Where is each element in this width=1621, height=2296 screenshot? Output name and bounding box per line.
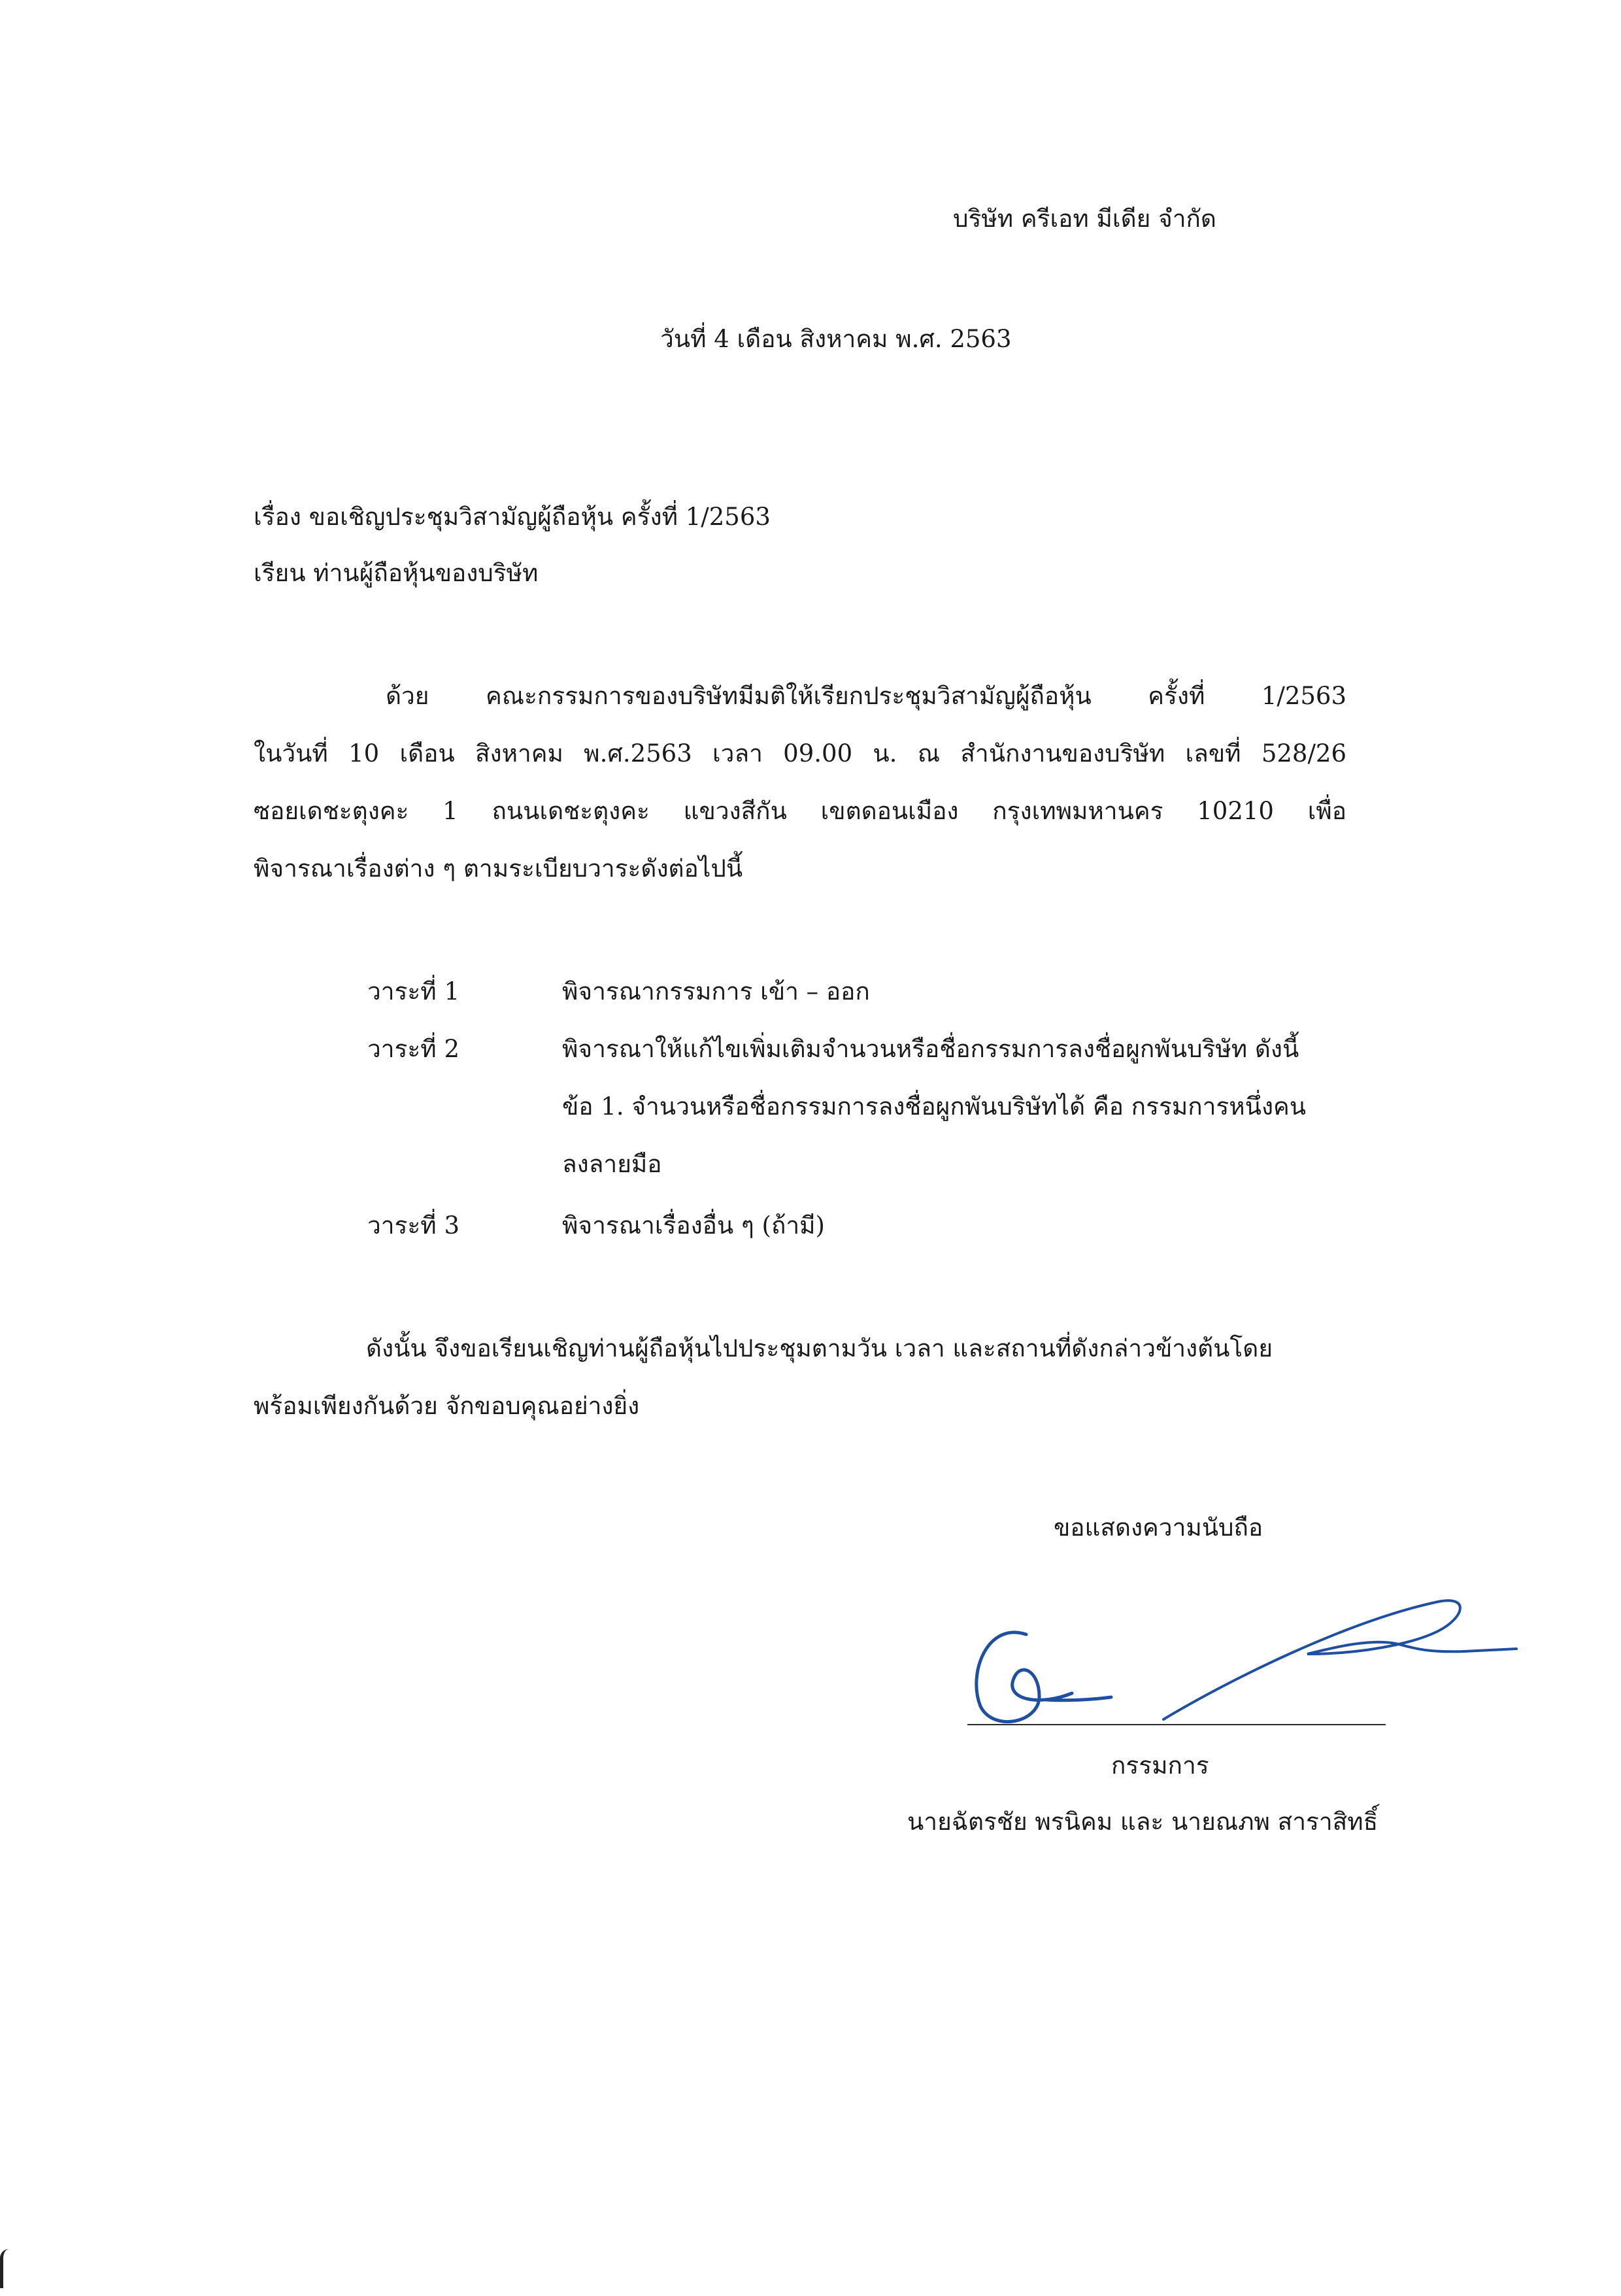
body-line: ซอยเดชะตุงคะ 1 ถนนเดชะตุงคะ แขวงสีกัน เขตดอนเมือง กรุงเทพมหานคร 10210 เพื่อ [254,797,1346,825]
scan-edge-mark [0,2249,12,2288]
signer-title: กรรมการ [1111,1751,1209,1780]
agenda-text: ข้อ 1. จำนวนหรือชื่อกรรมการลงชื่อผูกพันบริษัทได้ คือ กรรมการหนึ่งคน [562,1092,1307,1121]
agenda-text: พิจารณากรรมการ เข้า – ออก [562,977,870,1005]
body-line: ในวันที่ 10 เดือน สิงหาคม พ.ศ.2563 เวลา 09.00 น. ณ สำนักงานของบริษัท เลขที่ 528/26 [254,739,1346,768]
closing-line: ดังนั้น จึงขอเรียนเชิญท่านผู้ถือหุ้นไปประชุมตามวัน เวลา และสถานที่ดังกล่าวข้างต้นโดย [366,1334,1273,1362]
signer-names: นายฉัตรชัย พรนิคม และ นายณภพ สาราสิทธิ์ [907,1808,1379,1836]
letter-date: วันที่ 4 เดือน สิงหาคม พ.ศ. 2563 [660,325,1012,353]
salutation: ขอแสดงความนับถือ [1054,1513,1263,1542]
closing-line: พร้อมเพียงกันด้วย จักขอบคุณอย่างยิ่ง [254,1392,640,1420]
letter-recipient: เรียน ท่านผู้ถือหุ้นของบริษัท [254,559,539,587]
signature-line [967,1724,1386,1725]
agenda-text: พิจารณาให้แก้ไขเพิ่มเติมจำนวนหรือชื่อกรรมการลงชื่อผูกพันบริษัท ดังนี้ [562,1035,1299,1063]
agenda-text: ลงลายมือ [562,1150,662,1178]
body-line: พิจารณาเรื่องต่าง ๆ ตามระเบียบวาระดังต่อไปนี้ [254,854,743,883]
company-name: บริษัท ครีเอท มีเดีย จำกัด [953,205,1216,233]
letter-subject: เรื่อง ขอเชิญประชุมวิสามัญผู้ถือหุ้น ครั้งที่ 1/2563 [254,503,771,531]
agenda-label: วาระที่ 1 [367,977,460,1005]
agenda-text: พิจารณาเรื่องอื่น ๆ (ถ้ามี) [562,1211,825,1240]
body-line: ด้วย คณะกรรมการของบริษัทมีมติให้เรียกประชุมวิสามัญผู้ถือหุ้น ครั้งที่ 1/2563 [386,682,1346,710]
signature-image [941,1582,1529,1739]
agenda-label: วาระที่ 3 [367,1211,460,1240]
agenda-label: วาระที่ 2 [367,1035,460,1063]
